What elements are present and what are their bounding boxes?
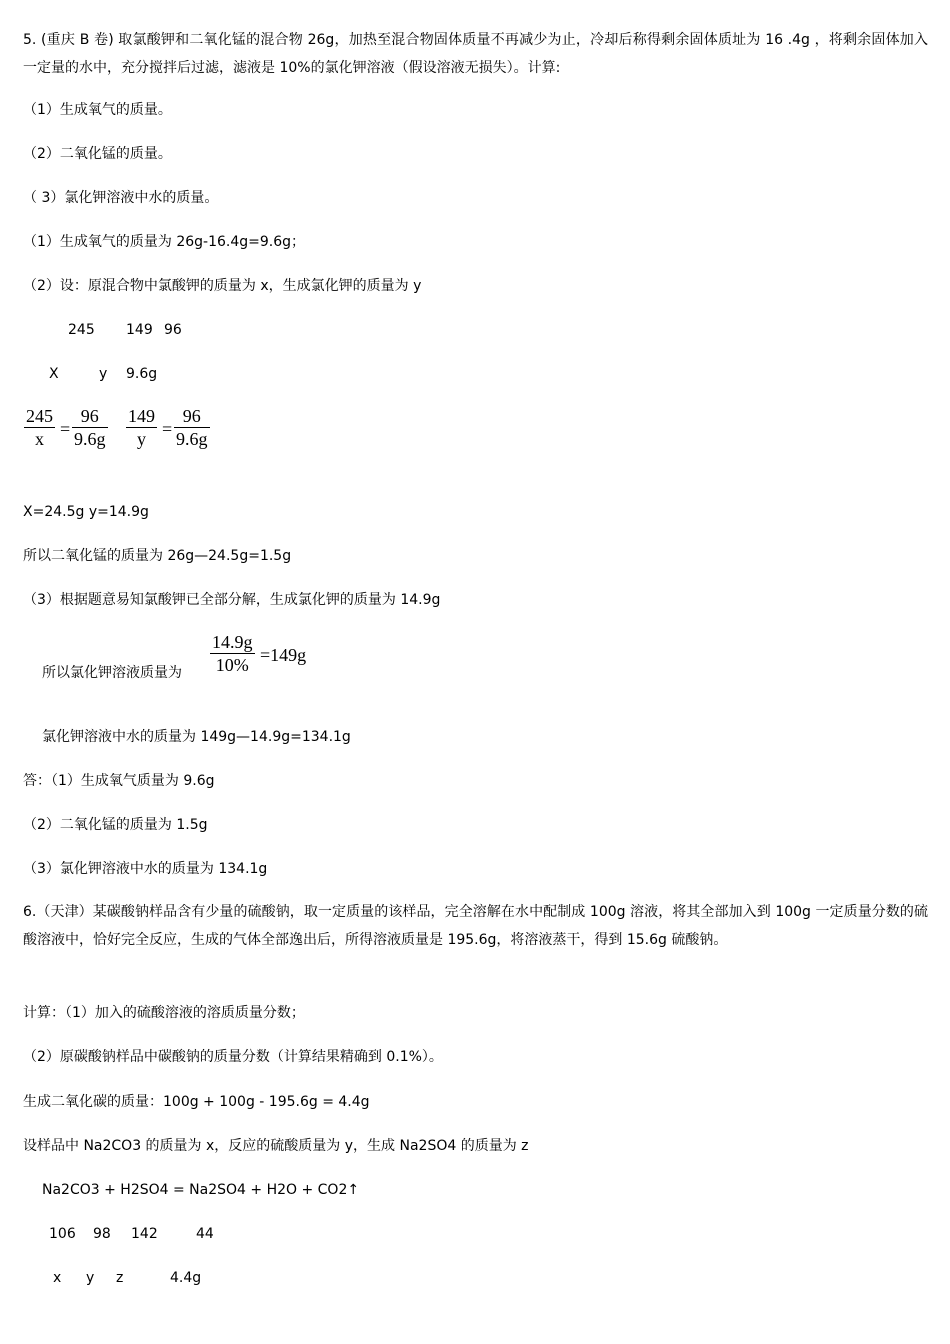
molar-mass-3: 142 [131, 1226, 158, 1242]
q6-let-statement: 设样品中 Na2CO3 的质量为 x，反应的硫酸质量为 y，生成 Na2SO4 的质量为 z [23, 1138, 529, 1154]
q5-question-2: （2）二氧化锰的质量。 [23, 146, 172, 162]
water-mass: 氯化钾溶液中水的质量为 149g—14.9g=134.1g [42, 729, 351, 745]
mno2-mass: 所以二氧化锰的质量为 26g—24.5g=1.5g [23, 548, 292, 564]
ratio-bottom-2: y [99, 366, 108, 382]
variable-2: y [86, 1270, 95, 1286]
fraction-numerator: 149 [128, 406, 155, 426]
fraction-245-over-x [24, 405, 55, 450]
q5-question-3: （ 3）氯化钾溶液中水的质量。 [23, 190, 219, 206]
fraction-numerator: 96 [182, 406, 201, 426]
molar-mass-2: 98 [93, 1226, 111, 1242]
ratio-top-1: 245 [68, 322, 95, 338]
q6-problem: 6.（天津）某碳酸钠样品含有少量的硫酸钠，取一定质量的该样品，完全溶解在水中配制成 100g 溶液，将其全部加入到 100g 一定质量分数的硫酸溶液中，恰好完全反应，生成的气体全部逸出后，所得溶液质量是 195.6g，将溶液蒸干，得到 15.6g 硫酸钠。 [23, 904, 928, 948]
ratio-bottom-1: X [49, 366, 59, 382]
final-answer-3: （3）氯化钾溶液中水的质量为 134.1g [23, 861, 268, 877]
q5-answer-2-intro: （2）设：原混合物中氯酸钾的质量为 x，生成氯化钾的质量为 y [23, 278, 422, 294]
equals-sign: = [60, 419, 71, 439]
molar-mass-4: 44 [196, 1226, 214, 1242]
fraction-numerator: 14.9g [212, 632, 253, 652]
fraction-14-9g-over-10pct [210, 631, 255, 676]
fraction-denominator: x [35, 429, 44, 449]
chemical-equation: Na2CO3 + H2SO4 = Na2SO4 + H2O + CO2↑ [42, 1182, 360, 1198]
fraction-96-over-9-6g [72, 405, 108, 450]
co2-mass: 生成二氧化碳的质量：100g + 100g - 195.6g = 4.4g [23, 1094, 370, 1110]
q6-calc-2: （2）原碳酸钠样品中碳酸钠的质量分数（计算结果精确到 0.1%）。 [23, 1049, 443, 1065]
ratio-bottom-3: 9.6g [126, 366, 158, 382]
fraction-denominator: 10% [215, 655, 249, 675]
variable-1: x [53, 1270, 62, 1286]
q5-answer-3-intro: （3）根据题意易知氯酸钾已全部分解，生成氯化钾的质量为 14.9g [23, 592, 441, 608]
final-answer-1: 答：（1）生成氧气质量为 9.6g [23, 773, 215, 789]
molar-mass-1: 106 [49, 1226, 76, 1242]
fraction-denominator: y [137, 429, 146, 449]
ratio-top-2: 149 [126, 322, 153, 338]
fraction-denominator: 9.6g [74, 429, 106, 449]
result-x-y: X=24.5g y=14.9g [23, 504, 149, 520]
equals-sign: = [162, 419, 173, 439]
variable-3: z [116, 1270, 124, 1286]
fraction-149-over-y [126, 405, 157, 450]
variable-4: 4.4g [170, 1270, 202, 1286]
fraction-96-over-9-6g [174, 405, 210, 450]
solution-mass-result: =149g [260, 645, 307, 665]
q5-question-1: （1）生成氧气的质量。 [23, 102, 172, 118]
fraction-numerator: 245 [26, 406, 53, 426]
q5-problem: 5. (重庆 B 卷) 取氯酸钾和二氧化锰的混合物 26g，加热至混合物固体质量不再减少为止，冷却后称得剩余固体质址为 16 .4g ，将剩余固体加入一定量的水中，充分搅拌后过滤，滤液是 10%的氯化钾溶液（假设溶液无损失）。计算: [23, 32, 928, 76]
fraction-denominator: 9.6g [176, 429, 208, 449]
ratio-top-3: 96 [164, 322, 182, 338]
fraction-numerator: 96 [80, 406, 99, 426]
solution-mass-prefix: 所以氯化钾溶液质量为 [42, 665, 182, 681]
q6-calc-1: 计算：（1）加入的硫酸溶液的溶质质量分数； [23, 1005, 305, 1021]
q5-answer-1: （1）生成氧气的质量为 26g-16.4g=9.6g； [23, 234, 306, 250]
final-answer-2: （2）二氧化锰的质量为 1.5g [23, 817, 208, 833]
